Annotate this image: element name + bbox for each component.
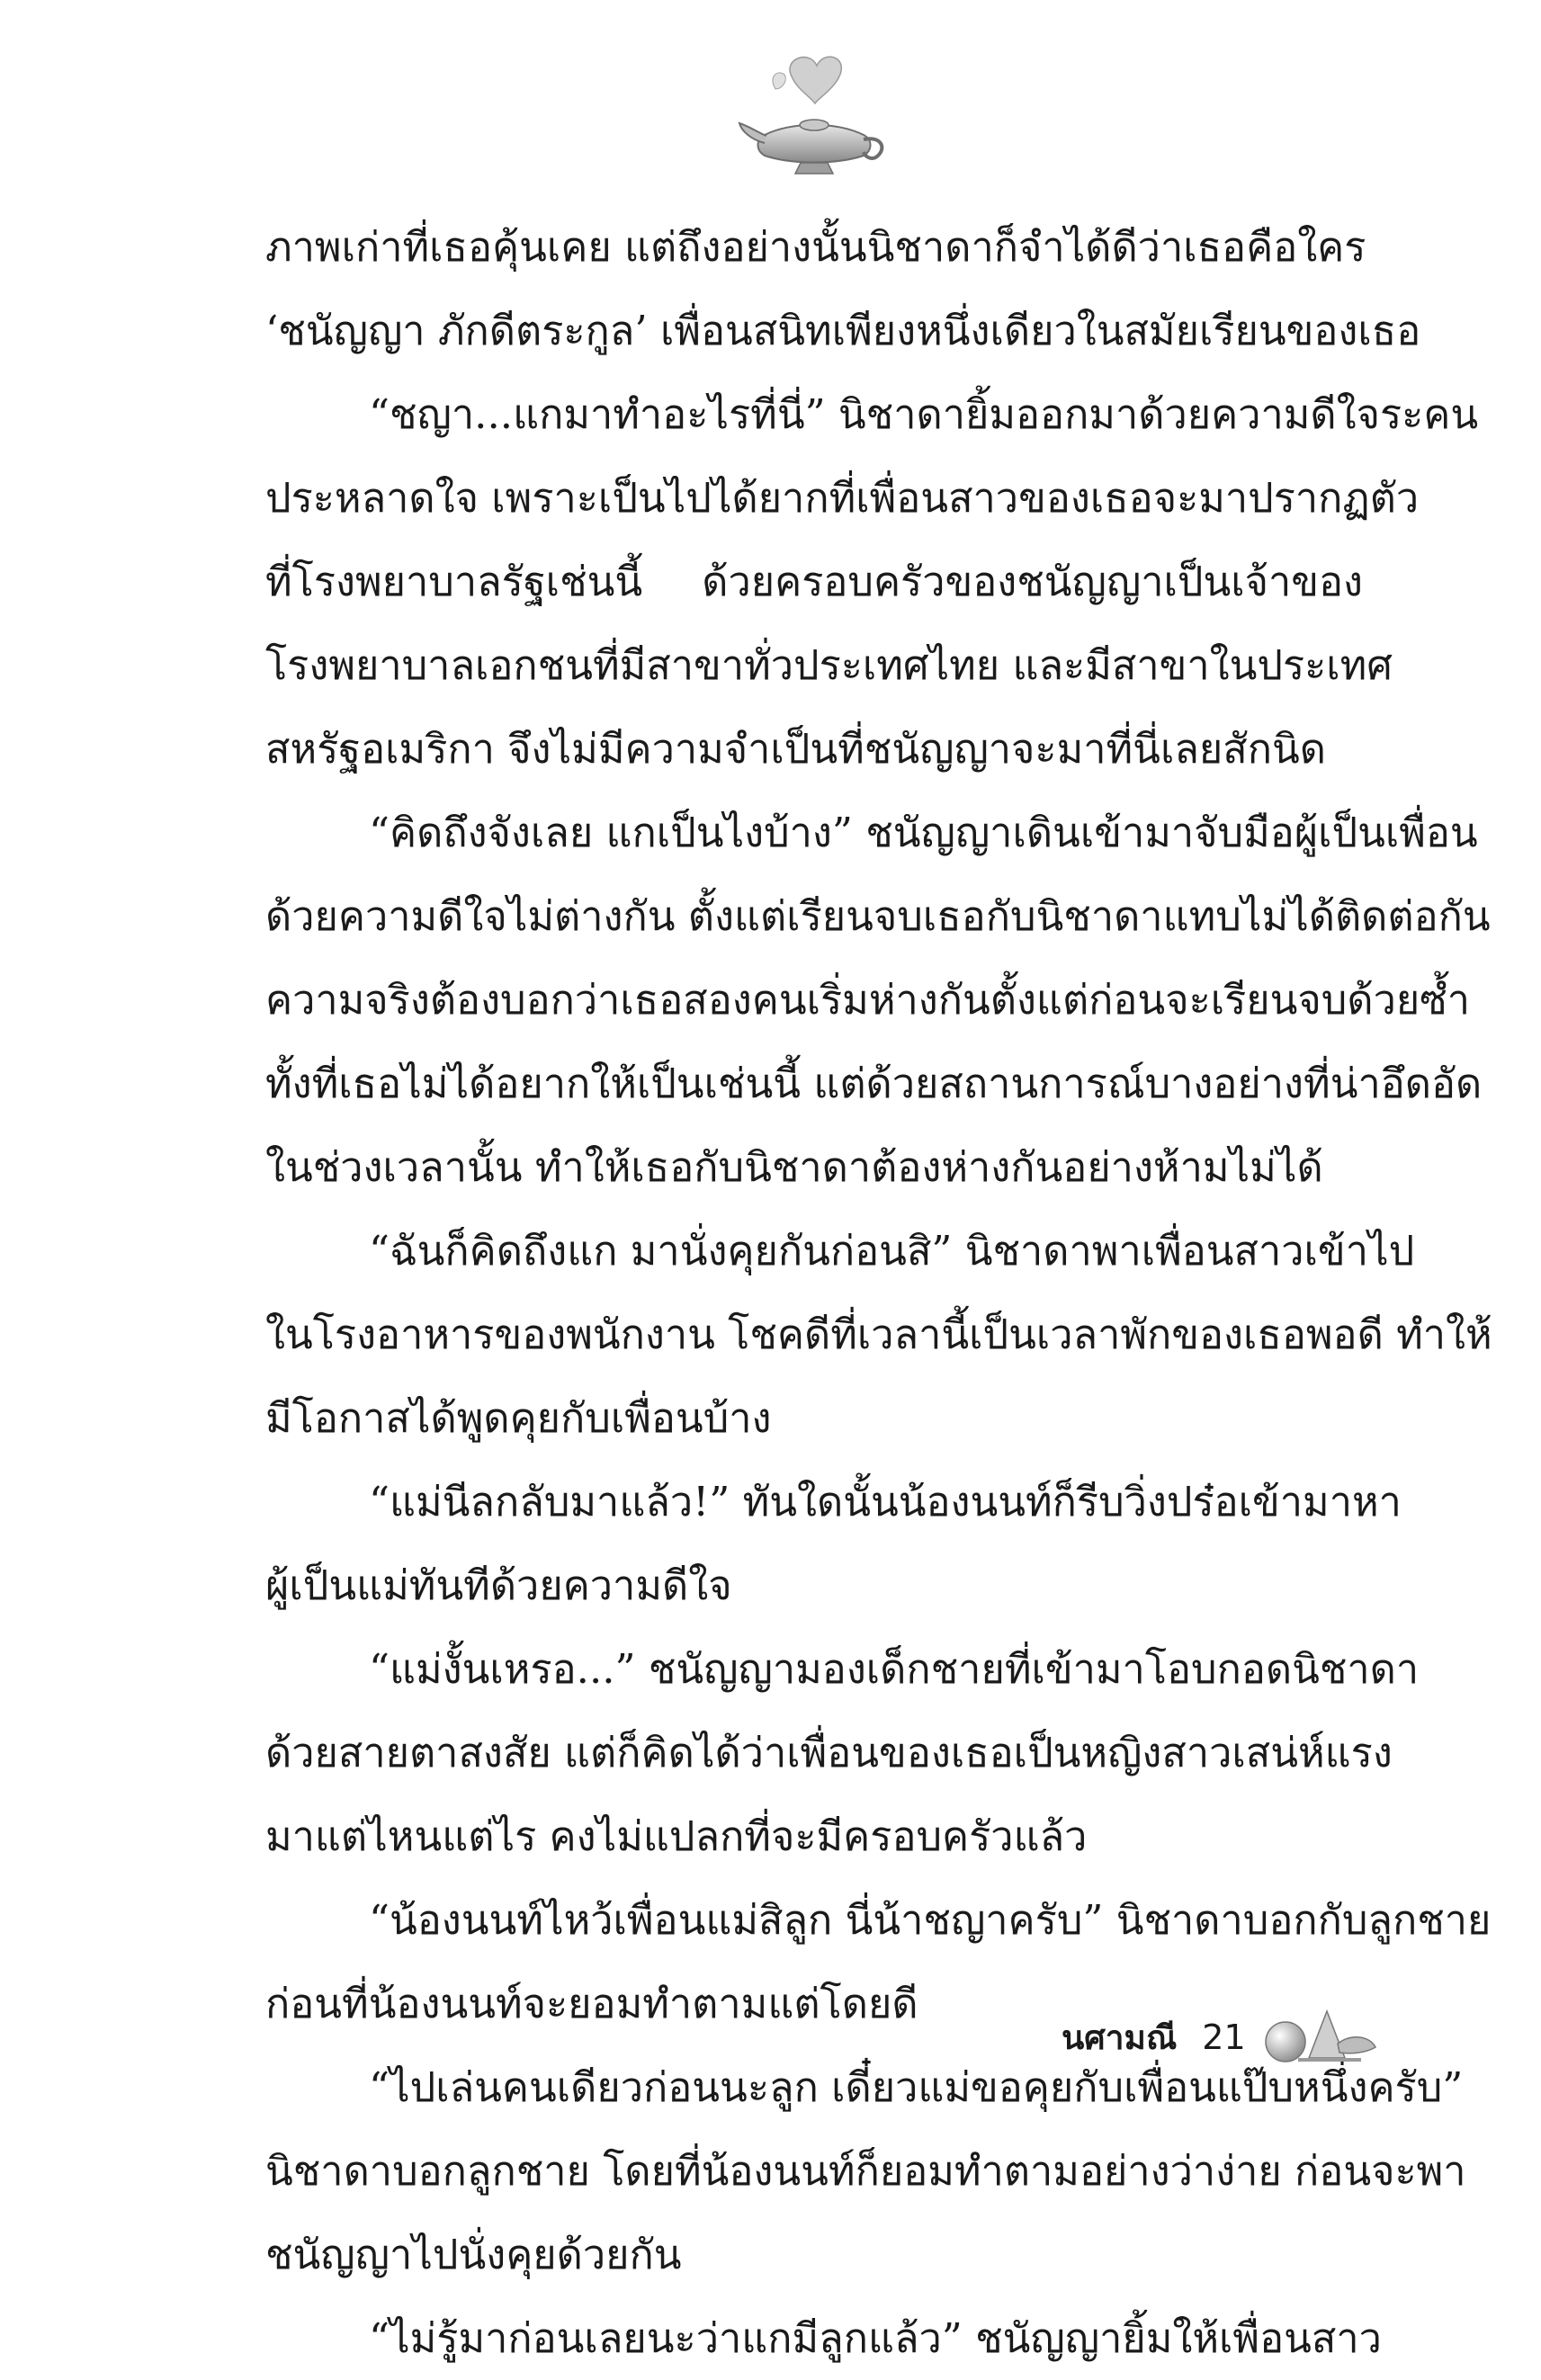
text-line: นิชาดาบอกลูกชาย โดยที่น้องนนท์ก็ยอมทำตามอย่างว่าง่าย ก่อนจะพา <box>265 2147 1466 2195</box>
text-line: ในโรงอาหารของพนักงาน โชคดีที่เวลานี้เป็นเวลาพักของเธอพอดี ทำให้ <box>265 1311 1492 1358</box>
book-title: นศามณี <box>1062 2018 1178 2057</box>
text-line: “น้องนนท์ไหว้เพื่อนแม่สิลูก นี่น้าชญาครับ” นิชาดาบอกกับลูกชาย <box>369 1896 1492 1944</box>
text-line: ‘ชนัญญา ภักดีตระกูล’ เพื่อนสนิทเพียงหนึ่งเดียวในสมัยเรียนของเธอ <box>265 307 1421 354</box>
text-line: ในช่วงเวลานั้น ทำให้เธอกับนิชาดาต้องห่างกันอย่างห้ามไม่ได้ <box>265 1143 1323 1191</box>
text-line: ก่อนที่น้องนนท์จะยอมทำตามแต่โดยดี <box>265 1980 918 2027</box>
text-line: “ชญา...แกมาทำอะไรที่นี่” นิชาดายิ้มออกมาด้วยความดีใจระคน <box>369 390 1479 438</box>
text-line: ชนัญญาไปนั่งคุยด้วยกัน <box>265 2231 682 2278</box>
text-line: ผู้เป็นแม่ทันทีด้วยความดีใจ <box>265 1561 732 1609</box>
text-line: ด้วยสายตาสงสัย แต่ก็คิดได้ว่าเพื่อนของเธอเป็นหญิงสาวเสน่ห์แรง <box>265 1729 1393 1776</box>
text-line: สหรัฐอเมริกา จึงไม่มีความจำเป็นที่ชนัญญาจะมาที่นี่เลยสักนิด <box>265 725 1326 773</box>
text-line: ประหลาดใจ เพราะเป็นไปได้ยากที่เพื่อนสาวของเธอจะมาปรากฏตัว <box>265 474 1420 522</box>
text-line: ที่โรงพยาบาลรัฐเช่นนี้ ด้วยครอบครัวของชนัญญาเป็นเจ้าของ <box>265 558 1363 605</box>
text-line: มาแต่ไหนแต่ไร คงไม่แปลกที่จะมีครอบครัวแล้ว <box>265 1812 1088 1860</box>
text-line: มีโอกาสได้พูดคุยกับเพื่อนบ้าง <box>265 1394 772 1442</box>
text-line: ภาพเก่าที่เธอคุ้นเคย แต่ถึงอย่างนั้นนิชาดาก็จำได้ดีว่าเธอคือใคร <box>265 223 1366 271</box>
text-line: “แม่นีลกลับมาแล้ว!” ทันใดนั้นน้องนนท์ก็รีบวิ่งปร๋อเข้ามาหา <box>369 1478 1402 1526</box>
text-line: “ฉันก็คิดถึงแก มานั่งคุยกันก่อนสิ” นิชาดาพาเพื่อนสาวเข้าไป <box>369 1227 1415 1275</box>
text-line: ความจริงต้องบอกว่าเธอสองคนเริ่มห่างกันตั้งแต่ก่อนจะเรียนจบด้วยซ้ำ <box>265 976 1471 1024</box>
decorative-ornament-icon <box>1262 2006 1379 2069</box>
page-footer <box>1062 2010 1379 2064</box>
text-line: “คิดถึงจังเลย แกเป็นไงบ้าง” ชนัญญาเดินเข้ามาจับมือผู้เป็นเพื่อน <box>369 809 1478 856</box>
text-line: ด้วยความดีใจไม่ต่างกัน ตั้งแต่เรียนจบเธอกับนิชาดาแทบไม่ได้ติดต่อกัน <box>265 892 1491 940</box>
text-line: โรงพยาบาลเอกชนที่มีสาขาทั่วประเทศไทย และมีสาขาในประเทศ <box>265 641 1393 689</box>
page-number: 21 <box>1202 2018 1246 2057</box>
text-line: ทั้งที่เธอไม่ได้อยากให้เป็นเช่นนี้ แต่ด้วยสถานการณ์บางอย่างที่น่าอึดอัด <box>265 1060 1483 1107</box>
text-line: “ไม่รู้มาก่อนเลยนะว่าแกมีลูกแล้ว” ชนัญญายิ้มให้เพื่อนสาว <box>369 2314 1382 2362</box>
text-line: “ไปเล่นคนเดียวก่อนนะลูก เดี๋ยวแม่ขอคุยกับเพื่อนแป๊บหนึ่งครับ” <box>369 2063 1464 2111</box>
text-line: “แม่งั้นเหรอ...” ชนัญญามองเด็กชายที่เข้ามาโอบกอดนิชาดา <box>369 1645 1420 1693</box>
genie-lamp-icon <box>738 49 891 184</box>
